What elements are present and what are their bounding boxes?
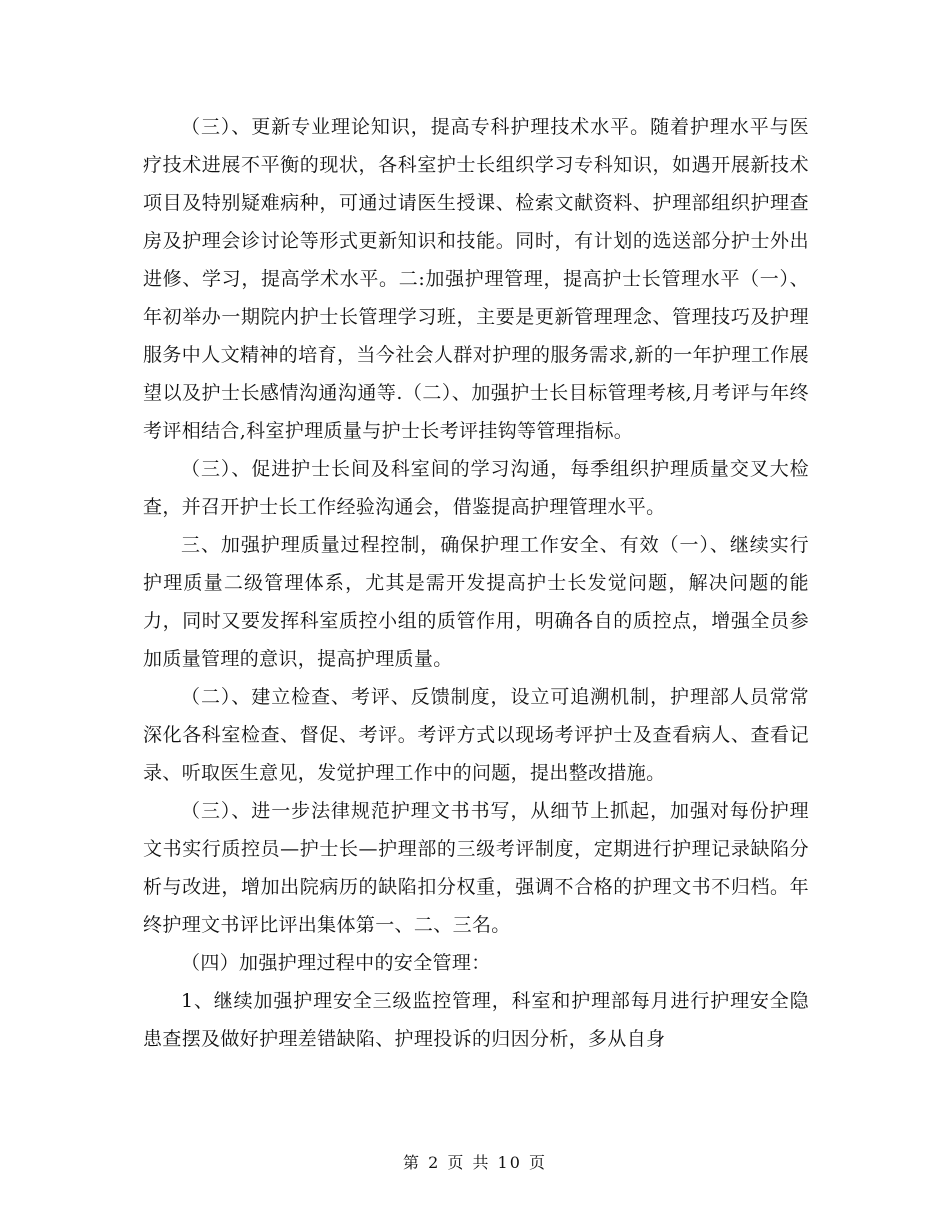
paragraph-7: 1、继续加强护理安全三级监控管理，科室和护理部每月进行护理安全隐患查摆及做好护理差错缺陷、护理投诉的归因分析，多从自身 (143, 990, 809, 1050)
paragraph-5: （三）、进一步法律规范护理文书书写，从细节上抓起，加强对每份护理文书实行质控员—护士长—护理部的三级考评制度，定期进行护理记录缺陷分析与改进，增加出院病历的缺陷扣分权重，强调不合格的护理文书不归档。年终护理文书评比评出集体第一、二、三名。 (143, 800, 809, 936)
paragraph-3: 三、加强护理质量过程控制，确保护理工作安全、有效（一）、继续实行护理质量二级管理体系，尤其是需开发提高护士长发觉问题，解决问题的能力，同时又要发挥科室质控小组的质管作用，明确各自的质控点，增强全员参加质量管理的意识，提高护理质量。 (143, 534, 809, 670)
page-number-footer: 第 2 页 共 10 页 (403, 1153, 547, 1172)
paragraph-4: （二）、建立检查、考评、反馈制度，设立可追溯机制，护理部人员常常深化各科室检查、督促、考评。考评方式以现场考评护士及查看病人、查看记录、听取医生意见，发觉护理工作中的问题，提出整改措施。 (143, 686, 809, 784)
paragraph-6: （四）加强护理过程中的安全管理： (181, 952, 491, 974)
paragraph-2: （三）、促进护士长间及科室间的学习沟通，每季组织护理质量交叉大检查，并召开护士长工作经验沟通会，借鉴提高护理管理水平。 (143, 458, 809, 518)
document-body (143, 108, 809, 1058)
paragraph-1: （三）、更新专业理论知识，提高专科护理技术水平。随着护理水平与医疗技术进展不平衡的现状，各科室护士长组织学习专科知识，如遇开展新技术项目及特别疑难病种，可通过请医生授课、检索文献资料、护理部组织护理查房及护理会诊讨论等形式更新知识和技能。同时，有计划的选送部分护士外出进修、学习，提高学术水平。二:加强护理管理，提高护士长管理水平（一）、年初举办一期院内护士长管理学习班，主要是更新管理理念、管理技巧及护理服务中人文精神的培育，当今社会人群对护理的服务需求,新的一年护理工作展望以及护士长感情沟通沟通等.（二）、加强护士长目标管理考核,月考评与年终考评相结合,科室护理质量与护士长考评挂钩等管理指标。 (143, 116, 809, 442)
